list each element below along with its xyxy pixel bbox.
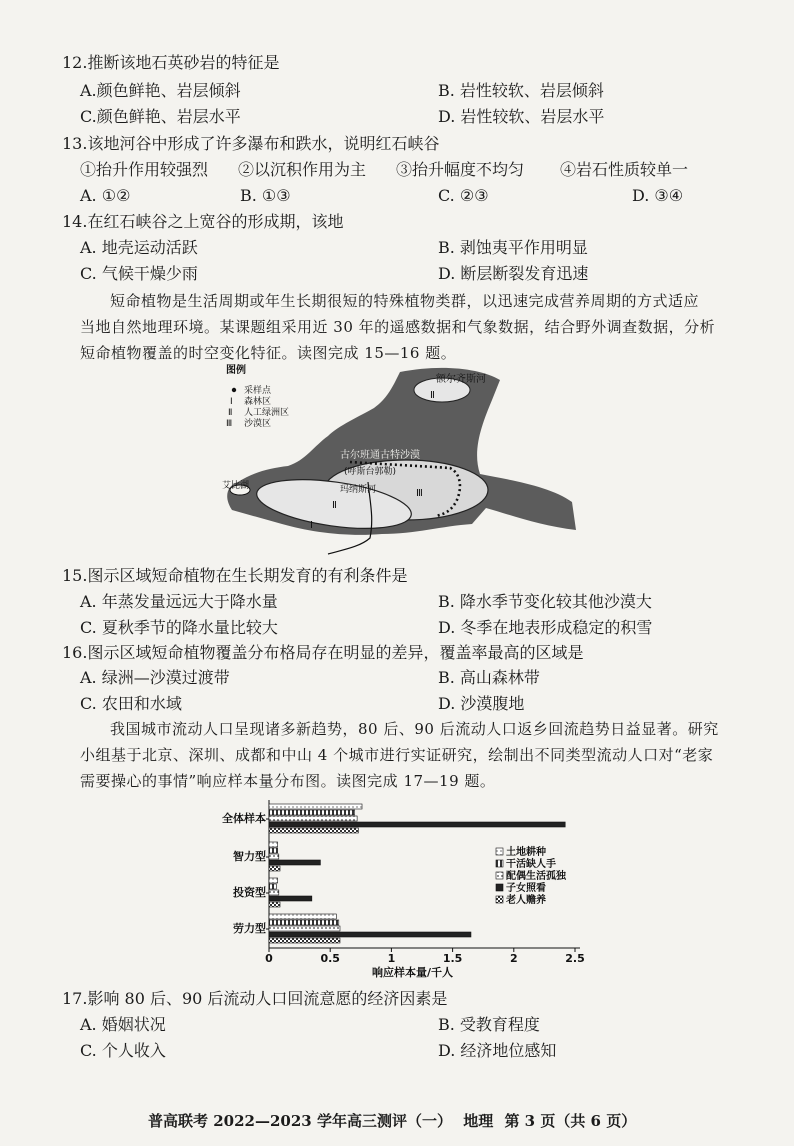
bar-2-2 xyxy=(269,890,279,895)
x-tick-label-3: 1.5 xyxy=(442,952,463,965)
x-tick-label-1: 0.5 xyxy=(320,952,340,965)
q13-option-b[interactable]: B. ①③ xyxy=(240,186,291,205)
q13-stem: 13.该地河谷中形成了许多瀑布和跌水，说明红石峡谷 xyxy=(62,134,440,153)
q15-option-a[interactable]: A. 年蒸发量远远大于降水量 xyxy=(80,592,278,611)
q12-option-c[interactable]: C.颜色鲜艳、岩层水平 xyxy=(80,107,241,126)
legend-title: 图例 xyxy=(226,365,246,376)
legend-forest: 森林区 xyxy=(244,397,272,407)
label-gurbantunggut-desert: 古尔班通古特沙漠 xyxy=(340,450,420,461)
q13-statement-1: ①抬升作用较强烈 xyxy=(80,160,209,179)
q17-option-c[interactable]: C. 个人收入 xyxy=(80,1041,166,1060)
x-tick-label-4: 2 xyxy=(509,952,518,965)
bar-1-2 xyxy=(269,854,279,859)
footer-page-number: 第 3 页（共 6 页） xyxy=(504,1112,637,1130)
legend-roman-2: Ⅱ xyxy=(228,408,233,418)
migrant-response-bar-chart xyxy=(200,798,640,988)
q14-option-a[interactable]: A. 地壳运动活跃 xyxy=(80,238,198,257)
q12-option-a[interactable]: A.颜色鲜艳、岩层倾斜 xyxy=(80,81,241,100)
q16-stem: 16.图示区域短命植物覆盖分布格局存在明显的差异，覆盖率最高的区域是 xyxy=(62,643,584,662)
legend-swatch-1 xyxy=(496,860,503,867)
q16-option-b[interactable]: B. 高山森林带 xyxy=(438,668,540,687)
q14-option-c[interactable]: C. 气候干燥少雨 xyxy=(80,264,198,283)
q17-option-b[interactable]: B. 受教育程度 xyxy=(438,1015,540,1034)
q14-option-d[interactable]: D. 断层断裂发育迅速 xyxy=(438,264,589,283)
legend-roman-1: Ⅰ xyxy=(230,397,233,407)
intro1-line-3: 短命植物覆盖的时空变化特征。读图完成 15—16 题。 xyxy=(80,344,457,362)
label-hustai-gol: (呼斯台郭勒) xyxy=(344,467,397,477)
label-region-1: Ⅰ xyxy=(310,520,313,531)
q12-option-d[interactable]: D. 岩性较软、岩层水平 xyxy=(438,107,605,126)
bar-2-4 xyxy=(269,902,280,907)
q13-option-c[interactable]: C. ②③ xyxy=(438,186,489,205)
category-label-1: 智力型 xyxy=(233,850,266,863)
footer-subject: 地理 xyxy=(463,1112,494,1130)
label-irtysh-river: 额尔齐斯河 xyxy=(436,374,486,385)
legend-point-symbol xyxy=(232,388,236,392)
q13-option-d[interactable]: D. ③④ xyxy=(632,186,684,205)
bar-1-3 xyxy=(269,860,320,865)
bar-3-1 xyxy=(269,920,339,925)
intro1-line-1: 短命植物是生活周期或年生长期很短的特殊植物类群，以迅速完成营养周期的方式适应 xyxy=(110,292,700,310)
label-region-2-north: Ⅱ xyxy=(430,390,435,401)
bar-3-0 xyxy=(269,914,336,919)
bar-0-4 xyxy=(269,828,358,833)
label-ebinur-lake: 艾比湖 xyxy=(222,481,250,491)
q17-option-a[interactable]: A. 婚姻状况 xyxy=(80,1015,166,1034)
intro-passage-2 xyxy=(80,716,770,794)
q13-option-a[interactable]: A. ①② xyxy=(80,186,131,205)
bar-0-1 xyxy=(269,810,355,815)
legend-swatch-0 xyxy=(496,848,503,855)
legend-roman-3: Ⅲ xyxy=(226,419,233,429)
legend-label-2: 配偶生活孤独 xyxy=(506,871,566,882)
q15-option-c[interactable]: C. 夏秋季节的降水量比较大 xyxy=(80,618,278,637)
q16-option-d[interactable]: D. 沙漠腹地 xyxy=(438,694,525,713)
bar-0-3 xyxy=(269,822,565,827)
label-region-2: Ⅱ xyxy=(332,500,337,511)
q17-stem: 17.影响 80 后、90 后流动人口回流意愿的经济因素是 xyxy=(62,989,448,1008)
bar-1-1 xyxy=(269,848,278,853)
q15-stem: 15.图示区域短命植物在生长期发育的有利条件是 xyxy=(62,566,408,585)
footer-exam-title: 普高联考 2022—2023 学年高三测评（一） xyxy=(148,1112,452,1130)
q17-option-d[interactable]: D. 经济地位感知 xyxy=(438,1041,557,1060)
x-tick-label-0: 0 xyxy=(265,952,273,965)
category-label-3: 劳力型 xyxy=(233,922,266,935)
q16-option-a[interactable]: A. 绿洲—沙漠过渡带 xyxy=(80,668,230,687)
bar-0-0 xyxy=(269,804,362,809)
x-tick-label-5: 2.5 xyxy=(565,952,585,965)
legend-oasis: 人工绿洲区 xyxy=(244,408,290,418)
bar-1-0 xyxy=(269,842,278,847)
label-manas-river: 玛纳斯河 xyxy=(340,485,377,495)
intro2-line-3: 需要操心的事情”响应样本量分布图。读图完成 17—19 题。 xyxy=(80,772,496,790)
intro2-line-2: 小组基于北京、深圳、成都和中山 4 个城市进行实证研究，绘制出不同类型流动人口对“老家 xyxy=(80,746,714,764)
q13-statement-3: ③抬升幅度不均匀 xyxy=(396,160,525,179)
legend-desert: 沙漠区 xyxy=(244,419,272,429)
q13-statement-2: ②以沉积作用为主 xyxy=(238,160,367,179)
legend-label-4: 老人赡养 xyxy=(506,895,546,906)
legend-label-0: 土地耕种 xyxy=(506,847,546,858)
label-region-3: Ⅲ xyxy=(416,488,423,499)
legend-label-1: 干活缺人手 xyxy=(506,859,556,870)
legend-swatch-3 xyxy=(496,884,503,891)
bar-1-4 xyxy=(269,866,280,871)
bar-3-2 xyxy=(269,926,340,931)
q15-option-d[interactable]: D. 冬季在地表形成稳定的积雪 xyxy=(438,618,653,637)
junggar-basin-map xyxy=(210,362,590,562)
bar-3-4 xyxy=(269,938,340,943)
bar-3-3 xyxy=(269,932,471,937)
q14-stem: 14.在红石峡谷之上宽谷的形成期，该地 xyxy=(62,212,344,231)
q15-option-b[interactable]: B. 降水季节变化较其他沙漠大 xyxy=(438,592,652,611)
bar-2-0 xyxy=(269,878,278,883)
x-axis-label: 响应样本量/千人 xyxy=(372,966,454,979)
intro1-line-2: 当地自然地理环境。某课题组采用近 30 年的遥感数据和气象数据，结合野外调查数据，分析 xyxy=(80,318,716,336)
legend-label-3: 子女照看 xyxy=(506,883,546,894)
q14-option-b[interactable]: B. 剥蚀夷平作用明显 xyxy=(438,238,588,257)
bar-0-2 xyxy=(269,816,357,821)
x-tick-label-2: 1 xyxy=(387,952,396,965)
bar-2-3 xyxy=(269,896,312,901)
q13-statement-4: ④岩石性质较单一 xyxy=(560,160,689,179)
q12-stem: 12.推断该地石英砂岩的特征是 xyxy=(62,53,280,72)
q16-option-c[interactable]: C. 农田和水域 xyxy=(80,694,182,713)
legend-swatch-4 xyxy=(496,896,503,903)
page-footer xyxy=(148,1110,642,1131)
intro2-line-1: 我国城市流动人口呈现诸多新趋势，80 后、90 后流动人口返乡回流趋势日益显著。研究 xyxy=(110,720,719,738)
category-label-2: 投资型 xyxy=(233,886,266,899)
intro-passage-1 xyxy=(80,288,770,366)
bar-2-1 xyxy=(269,884,276,889)
category-label-0: 全体样本 xyxy=(222,812,266,825)
legend-swatch-2 xyxy=(496,872,503,879)
q12-option-b[interactable]: B. 岩性较软、岩层倾斜 xyxy=(438,81,604,100)
legend-point-label: 采样点 xyxy=(244,386,272,396)
